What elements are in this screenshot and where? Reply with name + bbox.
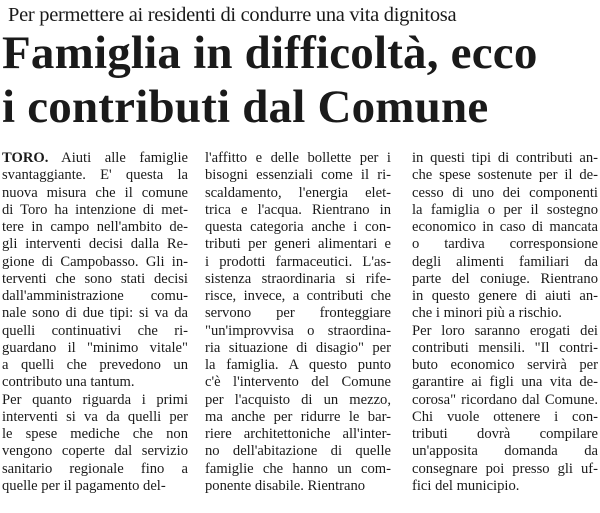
article-line: degli alimenti familiari da	[412, 253, 598, 270]
article-line: gione di Campobasso. Gli in-	[2, 253, 188, 270]
article-line: Per loro saranno erogati dei	[412, 322, 598, 339]
article-line: contributo una tantum.	[2, 374, 135, 391]
article-body	[0, 150, 600, 513]
article-line: garantire ai figli una vita de-	[412, 374, 598, 391]
article-line: sanitario regionale fino a	[2, 460, 188, 477]
article-line: corosa" ricordano dal Comune.	[412, 391, 598, 408]
article-line: a quelli che prevedono un	[2, 357, 188, 373]
article-line: riere architettoniche all'inter-	[205, 426, 391, 442]
article-line: Chi vuole ottenere i con-	[412, 408, 598, 425]
article-line: ria situazione di disagio" per	[205, 339, 391, 356]
article-line: dall'amministrazione comu-	[2, 288, 188, 304]
headline-line-2: i contributi dal Comune	[2, 81, 489, 133]
article-line: ma anche per ridurre le bar-	[205, 408, 391, 425]
article-line: parte del coniuge. Rientrano	[412, 270, 598, 287]
article-line-text: Aiuti alle famiglie	[61, 150, 188, 166]
article-line: fici del municipio.	[412, 477, 520, 494]
article-line: "un'improvvisa o straordina-	[205, 322, 391, 339]
article-column-2	[205, 150, 391, 495]
article-line: tributi per generi alimentari e	[205, 236, 391, 253]
article-line: consegnare poi presso gli uf-	[412, 460, 598, 477]
article-line: in questo genere di aiuti an-	[412, 288, 598, 304]
article-headline	[2, 26, 598, 134]
article-line: questa categoria anche i con-	[205, 219, 391, 235]
article-line: servono per fronteggiare	[205, 305, 391, 322]
article-line: la famiglia. A questo punto	[205, 357, 391, 373]
article-line: le spese mediche che non	[2, 426, 188, 442]
article-line: economico in caso di mancata	[412, 219, 598, 235]
article-line: o tardiva corresponsione	[412, 236, 598, 253]
article-line: nale sono di due tipi: si va da	[2, 305, 188, 322]
article-line: famiglie che hanno un com-	[205, 460, 391, 477]
article-column-1	[2, 150, 188, 495]
article-line: vengono coperte dal servizio	[2, 443, 188, 460]
article-line: svantaggiante. E' questa la	[2, 167, 188, 184]
article-line: c'è l'intervento del Comune	[205, 374, 391, 391]
article-line: un'apposita domanda da	[412, 443, 598, 460]
article-line	[2, 150, 188, 167]
article-line: contributi mensili. "Il contri-	[412, 339, 598, 356]
article-line: l'affitto e delle bollette per i	[205, 150, 391, 166]
article-line: risce, invece, a contributi che	[205, 288, 391, 304]
article-line: bisogni essenziali come il ri-	[205, 167, 391, 184]
article-line: tributi dovrà compilare	[412, 426, 598, 442]
article-line: nuova misura che il comune	[2, 184, 188, 201]
article-line: quelle per il pagamento del-	[2, 477, 166, 494]
article-line: ponente disabile. Rientrano	[205, 477, 366, 494]
article-line: buto economico servirà per	[412, 357, 598, 373]
article-line: in questi tipi di contributi an-	[412, 150, 598, 166]
article-line: gli interventi decisi dalla Re-	[2, 236, 188, 253]
article-line: no dell'abitazione di quelle	[205, 443, 391, 460]
article-line: tere in campo nell'ambito de-	[2, 219, 188, 235]
article-line: che i minori più a rischio.	[412, 305, 562, 322]
article-line: cesso di uno dei componenti	[412, 184, 598, 201]
article-line: Per quanto riguarda i primi	[2, 391, 188, 408]
headline-line-1: Famiglia in difficoltà, ecco	[2, 27, 538, 79]
article-column-3	[412, 150, 598, 495]
article-line: guardano il "minimo vitale"	[2, 339, 188, 356]
article-line: trica e l'acqua. Rientrano in	[205, 201, 391, 218]
article-kicker: Per permettere ai residenti di condurre una vita dignitosa	[8, 4, 457, 26]
article-line: i prodotti farmaceutici. L'as-	[205, 253, 391, 270]
article-dateline: TORO.	[2, 150, 49, 166]
article-line: di Toro ha intenzione di met-	[2, 201, 188, 218]
article-line: sistenza straordinaria si rife-	[205, 270, 391, 287]
article-line: la famiglia o per il sostegno	[412, 201, 598, 218]
article-line: terventi che sono stati decisi	[2, 270, 188, 287]
article-line: quelli continuativi che ri-	[2, 322, 188, 339]
article-line: per l'acquisto di un mezzo,	[205, 391, 391, 408]
article-line: scaldamento, l'energia elet-	[205, 184, 391, 201]
article-line: che spese sostenute per il de-	[412, 167, 598, 184]
article-line: interventi si va da quelli per	[2, 408, 188, 425]
